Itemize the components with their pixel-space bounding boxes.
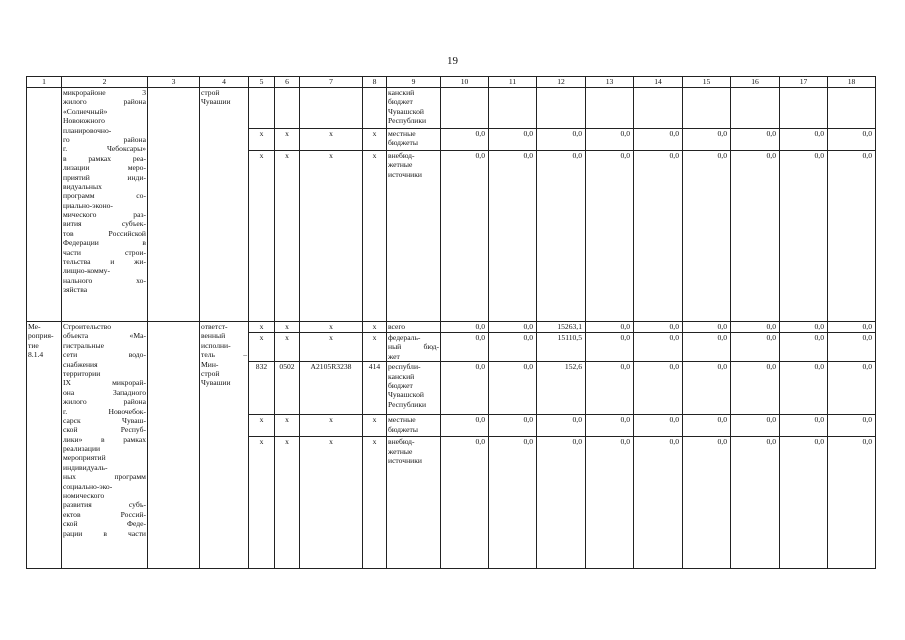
code-cell-5: x [249,129,275,151]
event-name-cell-line: объекта «Ма- [63,331,146,341]
task-cell [148,88,200,322]
value-cell-17: 0,0 [780,415,828,437]
funding-source-cell-line: внебюд- [388,437,415,447]
event-name-cell-line: лизации меро- [63,163,146,173]
event-name-cell-line: «Солнечный» [63,106,108,116]
value-cell-12: 0,0 [537,129,586,151]
value-cell-13: 0,0 [586,415,634,437]
funding-source-cell-line: бюджет [388,97,413,107]
code-cell-7: A2105R3238 [300,362,363,415]
page-number: 19 [447,55,458,67]
value-cell-16: 0,0 [731,333,780,362]
event-name-cell-line: го района [63,134,146,144]
value-cell-10: 0,0 [441,333,489,362]
funding-source-cell-line: бюджеты [388,424,418,434]
funding-source-cell-line: Чувашской [388,106,424,116]
value-cell-10: 0,0 [441,322,489,333]
value-cell-10: 0,0 [441,362,489,415]
value-cell-15: 0,0 [683,415,731,437]
value-cell-13: 0,0 [586,322,634,333]
funding-source-cell [387,322,441,333]
column-header-9: 9 [387,77,441,88]
value-cell-11: 0,0 [489,437,537,569]
executor-cell-line: венный [201,331,226,341]
event-name-cell-line: рации в части [63,528,146,538]
column-header-6: 6 [275,77,300,88]
value-cell-10 [441,88,489,129]
code-cell-8: x [363,333,387,362]
funding-source-cell [387,333,441,362]
column-header-10: 10 [441,77,489,88]
value-cell-16: 0,0 [731,415,780,437]
funding-source-cell-line: внебюд- [388,151,415,160]
funding-source-cell-line: бюджеты [388,138,418,148]
value-cell-17: 0,0 [780,151,828,322]
measure-cell [27,88,62,322]
funding-source-cell [387,88,441,129]
event-name-cell-line: индивидуаль- [63,462,108,472]
column-header-5: 5 [249,77,275,88]
event-name-cell-line: снабжения [63,359,98,369]
value-cell-16: 0,0 [731,151,780,322]
event-name-cell-line: развития субъ- [63,500,146,510]
funding-source-cell-line: Чувашской [388,390,424,400]
funding-source-cell [387,129,441,151]
column-header-4: 4 [200,77,249,88]
value-cell-18: 0,0 [828,333,876,362]
event-name-cell-line: в рамках реа- [63,153,146,163]
funding-source-cell-line: федераль- [388,333,421,342]
code-cell-6: x [275,437,300,569]
funding-source-cell-line: канский [388,88,415,97]
value-cell-18: 0,0 [828,415,876,437]
executor-cell-line: Чувашии [201,97,231,107]
executor-cell [200,322,249,569]
value-cell-14: 0,0 [634,322,683,333]
value-cell-18: 0,0 [828,129,876,151]
code-cell-8: x [363,415,387,437]
executor-cell [200,88,249,322]
value-cell-14: 0,0 [634,415,683,437]
value-cell-13: 0,0 [586,333,634,362]
table-header-row [27,77,876,88]
event-name-cell-line: Строительство [63,322,111,331]
event-name-cell-line: ектов Россий- [63,509,146,519]
executor-cell-line: исполни- [201,340,231,350]
value-cell-16 [731,88,780,129]
value-cell-15: 0,0 [683,151,731,322]
value-cell-14: 0,0 [634,151,683,322]
event-name-cell-line: жилого района [63,397,146,407]
code-cell-5: x [249,151,275,322]
measure-cell-line: роприя- [28,331,54,341]
funding-source-cell [387,437,441,569]
code-cell-6: x [275,129,300,151]
event-name-cell-line: мического раз- [63,210,146,220]
event-name-cell-line: вития субъек- [63,219,146,229]
event-name-cell-line: тов Российской [63,228,146,238]
value-cell-18: 0,0 [828,322,876,333]
event-name-cell-line: ской Респуб- [63,425,146,435]
column-header-7: 7 [300,77,363,88]
event-name-cell-line: ных программ [63,472,146,482]
event-name-cell [62,322,148,569]
value-cell-18: 0,0 [828,151,876,322]
event-name-cell-line: приятий инди- [63,172,146,182]
measure-cell-line: Ме- [28,322,41,331]
event-name-cell-line: видуальных [63,181,102,191]
executor-cell-line: Мин- [201,359,219,369]
code-cell-5: x [249,322,275,333]
value-cell-11: 0,0 [489,322,537,333]
value-cell-11: 0,0 [489,333,537,362]
code-cell-7: x [300,129,363,151]
code-cell-8: x [363,151,387,322]
funding-source-cell-line: источники [388,169,422,179]
event-name-cell-line: Федерации в [63,238,146,248]
value-cell-16: 0,0 [731,322,780,333]
value-cell-11: 0,0 [489,415,537,437]
funding-source-cell-line: местные [388,415,416,425]
value-cell-18: 0,0 [828,437,876,569]
code-cell-6 [275,88,300,129]
value-cell-17: 0,0 [780,322,828,333]
event-name-cell-line: гистральные [63,340,104,350]
event-name-cell-line: г. Чебоксары» [63,144,146,154]
value-cell-12 [537,88,586,129]
executor-cell-line: тель – [201,350,247,360]
event-name-cell-line: социально-эко- [63,481,113,491]
task-cell [148,322,200,569]
measure-cell-line: 8.1.4 [28,350,44,360]
table-body [27,77,876,569]
event-name-cell-line: планировочно- [63,125,112,135]
budget-table [26,76,876,569]
event-name-cell-line: программ со- [63,191,146,201]
code-cell-7: x [300,333,363,362]
code-cell-6: x [275,322,300,333]
funding-source-cell-line: Республики [388,116,427,126]
measure-cell-line: тие [28,340,39,350]
table-row [27,88,876,129]
event-name-cell-line: зяйства [63,285,88,295]
event-name-cell [62,88,148,322]
value-cell-10: 0,0 [441,415,489,437]
value-cell-13: 0,0 [586,437,634,569]
value-cell-13: 0,0 [586,129,634,151]
column-header-12: 12 [537,77,586,88]
event-name-cell-line: лики» в рамках [63,434,146,444]
event-name-cell-line: она Западного [63,387,146,397]
code-cell-8 [363,88,387,129]
value-cell-12: 15110,5 [537,333,586,362]
executor-cell-line: строй [201,368,220,378]
funding-source-cell [387,151,441,322]
measure-cell [27,322,62,569]
code-cell-7 [300,88,363,129]
code-cell-7: x [300,437,363,569]
event-name-cell-line: г. Новочебок- [63,406,146,416]
value-cell-12: 152,6 [537,362,586,415]
value-cell-11: 0,0 [489,362,537,415]
value-cell-10: 0,0 [441,129,489,151]
value-cell-12: 0,0 [537,415,586,437]
code-cell-5: x [249,415,275,437]
value-cell-13: 0,0 [586,151,634,322]
code-cell-5: 832 [249,362,275,415]
code-cell-5: x [249,437,275,569]
column-header-3: 3 [148,77,200,88]
executor-cell-line: Чувашии [201,378,231,388]
value-cell-14 [634,88,683,129]
code-cell-8: 414 [363,362,387,415]
event-name-cell-line: лищно-комму- [63,266,110,276]
code-cell-7: x [300,151,363,322]
column-header-16: 16 [731,77,780,88]
code-cell-8: x [363,129,387,151]
event-name-cell-line: тельства и жи- [63,257,146,267]
event-name-cell-line: нального хо- [63,275,146,285]
funding-source-cell-line: ный бюд- [388,342,439,352]
value-cell-10: 0,0 [441,151,489,322]
value-cell-13: 0,0 [586,362,634,415]
funding-source-cell-line: Республики [388,399,427,409]
value-cell-12: 0,0 [537,437,586,569]
value-cell-12: 15263,1 [537,322,586,333]
funding-source-cell-line: бюджет [388,380,413,390]
value-cell-14: 0,0 [634,333,683,362]
event-name-cell-line: циально-эконо- [63,200,113,210]
funding-source-cell-line: жетные [388,160,413,170]
value-cell-12: 0,0 [537,151,586,322]
column-header-14: 14 [634,77,683,88]
funding-source-cell-line: республи- [388,362,421,372]
code-cell-5 [249,88,275,129]
executor-cell-line: строй [201,88,220,97]
code-cell-6: x [275,151,300,322]
code-cell-6: x [275,415,300,437]
table-row [27,322,876,333]
funding-source-cell-line: канский [388,371,415,381]
event-name-cell-line: ской Феде- [63,519,146,529]
value-cell-16: 0,0 [731,362,780,415]
value-cell-14: 0,0 [634,129,683,151]
column-header-2: 2 [62,77,148,88]
column-header-1: 1 [27,77,62,88]
value-cell-16: 0,0 [731,437,780,569]
value-cell-17: 0,0 [780,362,828,415]
value-cell-15: 0,0 [683,322,731,333]
value-cell-10: 0,0 [441,437,489,569]
funding-source-cell-line: источники [388,455,422,465]
event-name-cell-line: IX микрорай- [63,378,146,388]
value-cell-17: 0,0 [780,333,828,362]
event-name-cell-line: номического [63,491,105,501]
value-cell-11: 0,0 [489,151,537,322]
value-cell-18: 0,0 [828,362,876,415]
funding-source-cell-line: всего [388,322,406,331]
event-name-cell-line: Новоюжного [63,116,105,126]
column-header-18: 18 [828,77,876,88]
value-cell-13 [586,88,634,129]
value-cell-15: 0,0 [683,437,731,569]
event-name-cell-line: жилого района [63,97,146,107]
code-cell-8: x [363,437,387,569]
code-cell-6: x [275,333,300,362]
value-cell-11: 0,0 [489,129,537,151]
value-cell-14: 0,0 [634,362,683,415]
column-header-15: 15 [683,77,731,88]
value-cell-18 [828,88,876,129]
funding-source-cell-line: местные [388,129,416,138]
event-name-cell-line: реализации [63,444,101,454]
code-cell-7: x [300,415,363,437]
value-cell-15: 0,0 [683,362,731,415]
executor-cell-line: ответст- [201,322,228,331]
value-cell-15: 0,0 [683,129,731,151]
value-cell-14: 0,0 [634,437,683,569]
event-name-cell-line: сарск Чуваш- [63,415,146,425]
column-header-8: 8 [363,77,387,88]
event-name-cell-line: мероприятий [63,453,106,463]
column-header-17: 17 [780,77,828,88]
value-cell-16: 0,0 [731,129,780,151]
value-cell-15: 0,0 [683,333,731,362]
value-cell-11 [489,88,537,129]
value-cell-15 [683,88,731,129]
value-cell-17: 0,0 [780,437,828,569]
event-name-cell-line: сети водо- [63,350,146,360]
column-header-13: 13 [586,77,634,88]
funding-source-cell-line: жетные [388,446,413,456]
code-cell-7: x [300,322,363,333]
column-header-11: 11 [489,77,537,88]
code-cell-5: x [249,333,275,362]
value-cell-17: 0,0 [780,129,828,151]
event-name-cell-line: территории [63,368,101,378]
funding-source-cell [387,415,441,437]
code-cell-8: x [363,322,387,333]
event-name-cell-line: части строи- [63,247,146,257]
event-name-cell-line: микрорайоне 3 [63,88,146,97]
code-cell-6: 0502 [275,362,300,415]
funding-source-cell-line: жет [388,351,400,361]
value-cell-17 [780,88,828,129]
funding-source-cell [387,362,441,415]
